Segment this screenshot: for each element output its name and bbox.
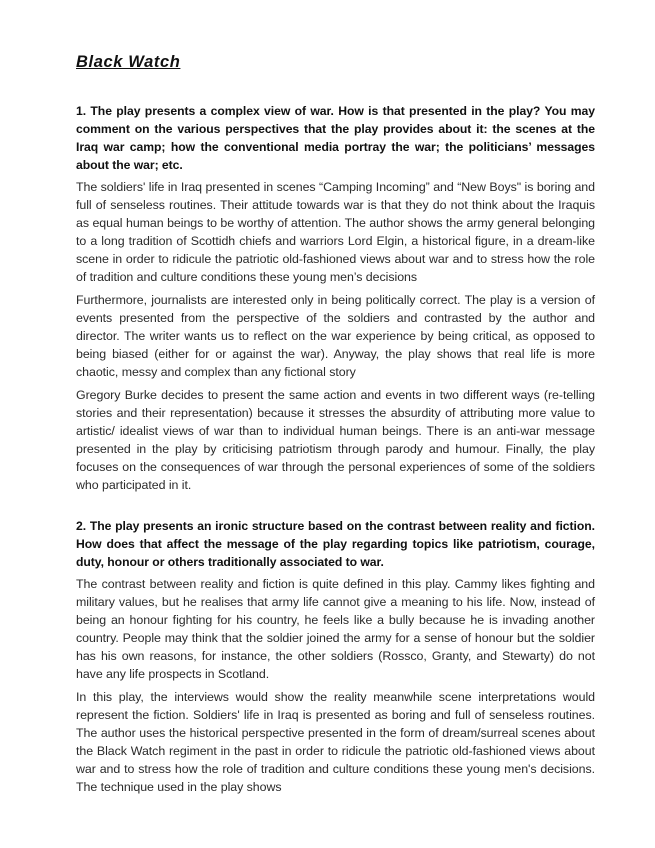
question-1-heading: 1. The play presents a complex view of war. How is that presented in the play? You may comment on the various perspectives that the play provides about it: the scenes at the Iraq war camp; how the conventional media portray the war; the politicians’ messages about the war; etc. bbox=[76, 104, 595, 172]
question-1-paragraph-3: Gregory Burke decides to present the same action and events in two different ways (re-telling stories and their representation) because it stresses the absurdity of attributing more value to artistic/ idealist views of war than to individual human beings. There is an anti-war message presented in the play by criticising patriotism through parody and humour. Finally, the play focuses on the consequences of war through the personal experiences of some of the soldiers who participated in it. bbox=[76, 388, 595, 492]
question-1-paragraph-1: The soldiers' life in Iraq presented in scenes “Camping Incoming” and “New Boys" is boring and full of senseless routines. Their attitude towards war is that they do not think about the Iraquis as equal human beings to be worthy of attention. The author shows the army general belonging to a long tradition of Scottidh chiefs and warriors Lord Elgin, a historical figure, in a dream-like scene in order to ridicule the patriotic old-fashioned views about war and to stress how the role of tradition and culture conditions these young men’s decisions bbox=[76, 180, 595, 284]
section-spacer bbox=[76, 499, 595, 517]
question-2-heading: 2. The play presents an ironic structure based on the contrast between reality and fiction. How does that affect the message of the play regarding topics like patriotism, courage, duty, honour or others traditionally associated to war. bbox=[76, 519, 595, 569]
question-1-paragraph-2: Furthermore, journalists are interested only in being politically correct. The play is a version of events presented from the perspective of the soldiers and contrasted by the author and director. The writer wants us to reflect on the war experience by being critical, as opposed to being biased (either for or against the war). Anyway, the play shows that real life is more chaotic, messy and complex than any fictional story bbox=[76, 293, 595, 379]
page-title: Black Watch bbox=[76, 53, 181, 71]
question-2-paragraph-1: The contrast between reality and fiction is quite defined in this play. Cammy likes fighting and military values, but he realises that army life cannot give a meaning to his life. Now, instead of being an honour fighting for his country, he feels like a bully because he is invading another country. People may think that the soldier joined the army for a sense of honour but the soldier has his own reasons, for instance, the other soldiers (Rossco, Granty, and Stewarty) do not have any life prospects in Scotland. bbox=[76, 577, 595, 681]
question-2-paragraph-2: In this play, the interviews would show the reality meanwhile scene interpretations would represent the fiction. Soldiers' life in Iraq is presented as boring and full of senseless routines. The author uses the historical perspective presented in the form of dream/surreal scenes about the Black Watch regiment in the past in order to ridicule the patriotic old-fashioned views about war and to stress how the role of tradition and culture conditions these young men's decisions. The technique used in the play shows bbox=[76, 690, 595, 794]
